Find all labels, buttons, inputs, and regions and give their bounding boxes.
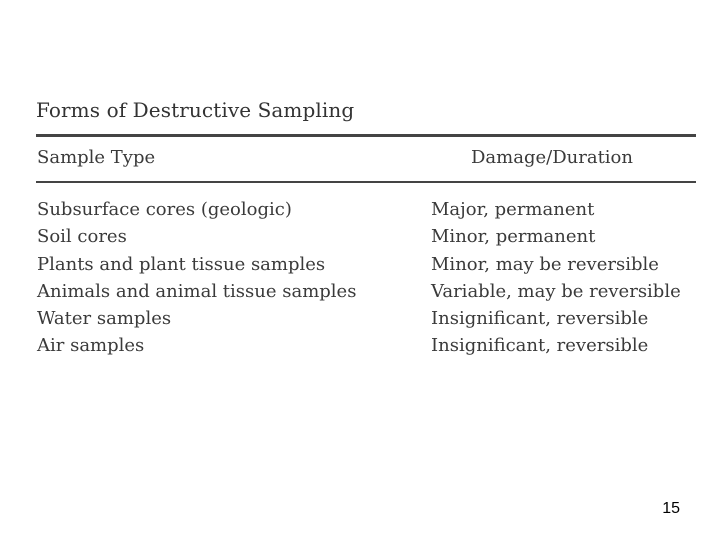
- table-row: [36, 226, 696, 253]
- table-row: [36, 308, 696, 335]
- cell-sample-type: Air samples: [37, 335, 145, 357]
- table-body: [36, 199, 696, 363]
- header-damage-duration: Damage/Duration: [471, 147, 633, 168]
- table-row: [36, 281, 696, 308]
- cell-sample-type: Animals and animal tissue samples: [37, 280, 357, 302]
- cell-sample-type: Soil cores: [37, 226, 127, 248]
- table-header-row: [36, 147, 696, 173]
- page-number: 15: [662, 500, 680, 517]
- cell-damage-duration: Minor, permanent: [431, 226, 596, 248]
- cell-sample-type: Subsurface cores (geologic): [37, 199, 292, 220]
- table-row: [36, 335, 696, 362]
- cell-sample-type: Plants and plant tissue samples: [37, 253, 326, 275]
- cell-damage-duration: Insignificant, reversible: [431, 308, 649, 330]
- header-sample-type: Sample Type: [37, 147, 156, 168]
- cell-damage-duration: Insignificant, reversible: [431, 335, 649, 357]
- cell-damage-duration: Major, permanent: [431, 199, 595, 220]
- table-row: [36, 254, 696, 281]
- table-row: [36, 199, 696, 226]
- table-title: Forms of Destructive Sampling: [36, 98, 355, 122]
- table-header-rule: [36, 181, 696, 183]
- cell-damage-duration: Minor, may be reversible: [431, 253, 659, 275]
- cell-damage-duration: Variable, may be reversible: [431, 280, 681, 302]
- cell-sample-type: Water samples: [37, 308, 172, 330]
- table-top-rule: [36, 134, 696, 137]
